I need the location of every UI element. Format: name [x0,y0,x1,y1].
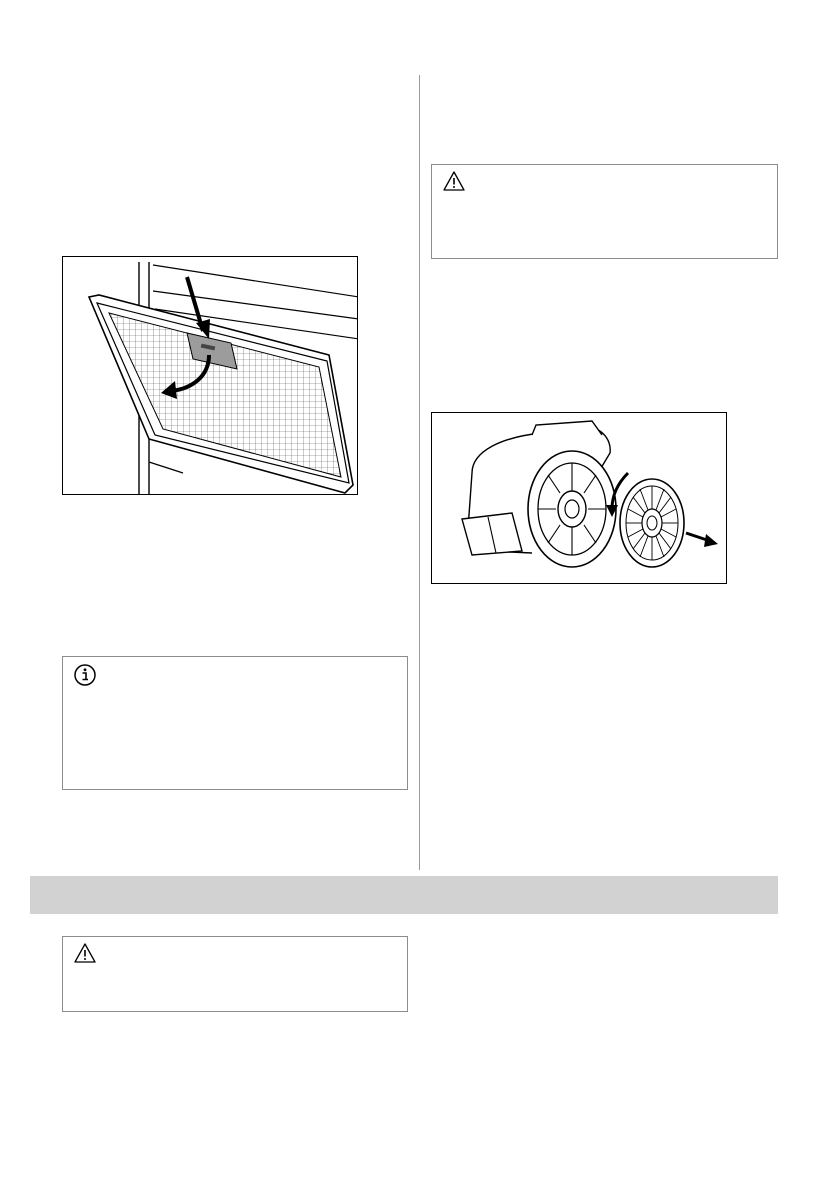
section-heading-bar [30,876,778,914]
info-icon [73,663,97,687]
figure-charcoal-filter [431,412,727,584]
grease-filter-removal-illustration [63,257,358,495]
charcoal-filter-removal-illustration [432,413,727,584]
column-divider [419,75,420,870]
warning-icon [442,170,466,192]
figure-grease-filter [62,256,358,495]
warning-notice-box-bottom [62,936,408,1012]
warning-icon [73,942,97,964]
warning-notice-box-right [431,164,778,259]
info-notice-box [62,656,408,790]
